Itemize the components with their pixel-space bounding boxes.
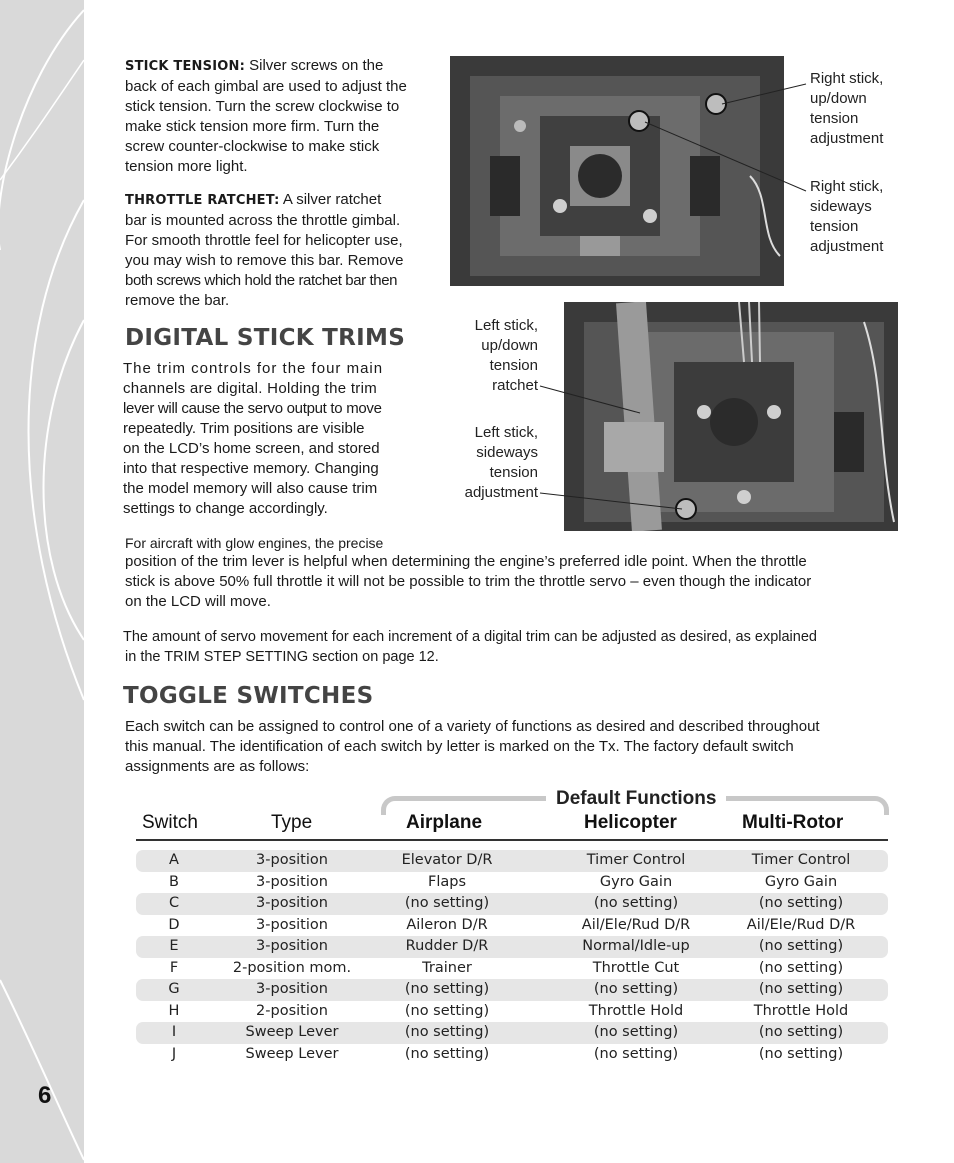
text-line: For smooth throttle feel for helicopter use, <box>125 232 403 249</box>
text-line: in the TRIM STEP SETTING section on page 12. <box>125 649 439 665</box>
callout-line: adjustment <box>810 130 884 147</box>
text-line: back of each gimbal are used to adjust the <box>125 78 407 95</box>
callout-line: adjustment <box>810 238 884 255</box>
cell-helicopter: Gyro Gain <box>599 873 673 890</box>
cell-switch: A <box>169 852 179 868</box>
header-rule <box>136 839 888 841</box>
cell-multirotor: (no setting) <box>758 1024 844 1040</box>
callout-line: sideways <box>476 444 538 461</box>
text-line: lever will cause the servo output to move <box>123 400 382 417</box>
cell-type: 3-position <box>256 938 328 954</box>
callout-line: up/down <box>810 90 867 107</box>
text-line: stick is above 50% full throttle it will not be possible to trim the throttle servo – even though the indicator <box>125 573 812 590</box>
cell-multirotor: Gyro Gain <box>764 873 838 890</box>
cell-airplane: Flaps <box>427 873 466 890</box>
cell-helicopter: Throttle Cut <box>592 959 680 976</box>
text-line: remove the bar. <box>125 292 230 309</box>
cell-multirotor: (no setting) <box>758 895 844 911</box>
text-line: make stick tension more firm. Turn the <box>125 118 380 135</box>
callout-line: Right stick, <box>810 70 884 87</box>
text-line: Each switch can be assigned to control one of a variety of functions as desired and described throughout <box>125 718 820 735</box>
page-number: 6 <box>38 1082 52 1109</box>
cell-switch: B <box>169 873 179 890</box>
cell-type: 3-position <box>256 852 328 868</box>
cell-type: Sweep Lever <box>245 1045 339 1062</box>
cell-helicopter: (no setting) <box>593 981 679 997</box>
text-line: A silver ratchet <box>279 191 382 208</box>
throttle-ratchet-lead: THROTTLE RATCHET: <box>125 193 280 208</box>
stick-tension-lead: STICK TENSION: <box>125 59 245 74</box>
text-line: channels are digital. Holding the trim <box>123 380 378 397</box>
cell-airplane: (no setting) <box>404 1045 490 1062</box>
glow-paragraph-first-line: For aircraft with glow engines, the precise <box>125 535 384 551</box>
cell-multirotor: (no setting) <box>758 981 844 997</box>
table-row <box>136 936 888 958</box>
cell-switch: F <box>169 959 179 976</box>
table-row <box>136 893 888 915</box>
callout-line: ratchet <box>492 377 538 394</box>
text-line: position of the trim lever is helpful when determining the engine’s preferred idle point. When the throttle <box>125 553 807 570</box>
cell-switch: I <box>171 1024 177 1040</box>
cell-switch: E <box>169 938 179 954</box>
cell-helicopter: Throttle Hold <box>588 1002 684 1019</box>
header-airplane: Airplane <box>406 812 483 833</box>
cell-airplane: (no setting) <box>404 981 490 997</box>
cell-switch: G <box>168 981 180 997</box>
cell-type: 3-position <box>256 916 328 933</box>
callout-line: Left stick, <box>474 317 538 334</box>
callout-line: adjustment <box>464 484 538 501</box>
text-line: tension more light. <box>125 158 248 175</box>
header-type: Type <box>271 812 313 833</box>
cell-multirotor: Ail/Ele/Rud D/R <box>746 916 856 933</box>
cell-airplane: (no setting) <box>404 895 490 911</box>
table-row <box>136 872 888 894</box>
callout-line: tension <box>489 357 538 374</box>
cell-multirotor: Throttle Hold <box>753 1002 849 1019</box>
cell-airplane: Aileron D/R <box>406 916 488 933</box>
text-line: screw counter-clockwise to make stick <box>125 138 380 155</box>
cell-switch: J <box>171 1045 177 1062</box>
cell-multirotor: Timer Control <box>751 852 851 868</box>
cell-helicopter: (no setting) <box>593 1045 679 1062</box>
text-line: repeatedly. Trim positions are visible <box>123 420 365 437</box>
cell-multirotor: (no setting) <box>758 938 844 954</box>
cell-airplane: Trainer <box>422 959 472 976</box>
cell-type: 3-position <box>256 981 328 997</box>
callout-line: sideways <box>810 198 872 215</box>
table-row <box>136 958 888 980</box>
header-multirotor: Multi-Rotor <box>742 812 844 833</box>
cell-helicopter: Normal/Idle-up <box>582 938 690 954</box>
header-helicopter: Helicopter <box>584 812 677 833</box>
cell-helicopter: (no setting) <box>593 1024 679 1040</box>
text-line: the model memory will also cause trim <box>123 480 378 497</box>
cell-switch: C <box>168 895 180 911</box>
cell-switch: H <box>168 1002 180 1019</box>
callout-line: Right stick, <box>810 178 884 195</box>
text-line: into that respective memory. Changing <box>123 460 379 477</box>
cell-type: 3-position <box>256 873 328 890</box>
cell-type: 3-position <box>256 895 328 911</box>
cell-type: 2-position <box>256 1002 328 1019</box>
text-line: this manual. The identification of each switch by letter is marked on the Tx. The factory default switch <box>125 738 794 755</box>
cell-helicopter: Ail/Ele/Rud D/R <box>581 916 691 933</box>
text-line: stick tension. Turn the screw clockwise to <box>125 98 400 115</box>
callout-line: tension <box>810 218 859 235</box>
text-line: The trim controls for the four main <box>123 360 384 377</box>
callout-line: up/down <box>481 337 538 354</box>
cell-type: Sweep Lever <box>245 1024 339 1040</box>
callout-line: tension <box>489 464 538 481</box>
text-line: you may wish to remove this bar. Remove <box>125 252 404 269</box>
cell-helicopter: (no setting) <box>593 895 679 911</box>
table-row <box>136 915 888 937</box>
cell-multirotor: (no setting) <box>758 1045 844 1062</box>
cell-helicopter: Timer Control <box>586 852 686 868</box>
text-line: The amount of servo movement for each increment of a digital trim can be adjusted as desired, as explained <box>123 629 817 645</box>
text-line: both screws which hold the ratchet bar then <box>125 272 398 289</box>
cell-multirotor: (no setting) <box>758 959 844 976</box>
header-switch: Switch <box>142 812 198 833</box>
cell-airplane: (no setting) <box>404 1024 490 1040</box>
text-line: bar is mounted across the throttle gimbal. <box>125 212 401 229</box>
cell-airplane: Rudder D/R <box>405 938 489 954</box>
table-row <box>136 1044 888 1066</box>
table-row <box>136 1001 888 1023</box>
cell-type: 2-position mom. <box>232 959 352 976</box>
table-row <box>136 1022 888 1044</box>
cell-switch: D <box>168 916 180 933</box>
default-functions-title: Default Functions <box>550 788 722 810</box>
callout-line: Left stick, <box>474 424 538 441</box>
cell-airplane: Elevator D/R <box>401 852 493 868</box>
cell-airplane: (no setting) <box>404 1002 490 1019</box>
table-body <box>136 850 888 1065</box>
toggle-paragraph <box>125 717 897 777</box>
toggle-switches-heading: TOGGLE SWITCHES <box>123 683 374 709</box>
digital-stick-trims-heading: DIGITAL STICK TRIMS <box>125 325 406 351</box>
text-line: on the LCD’s home screen, and stored <box>123 440 380 457</box>
text-line: assignments are as follows: <box>125 758 310 775</box>
table-row <box>136 979 888 1001</box>
text-line: Silver screws on the <box>244 57 384 74</box>
table-row <box>136 850 888 872</box>
text-line: on the LCD will move. <box>125 593 271 610</box>
text-line: settings to change accordingly. <box>123 500 328 517</box>
callout-line: tension <box>810 110 859 127</box>
